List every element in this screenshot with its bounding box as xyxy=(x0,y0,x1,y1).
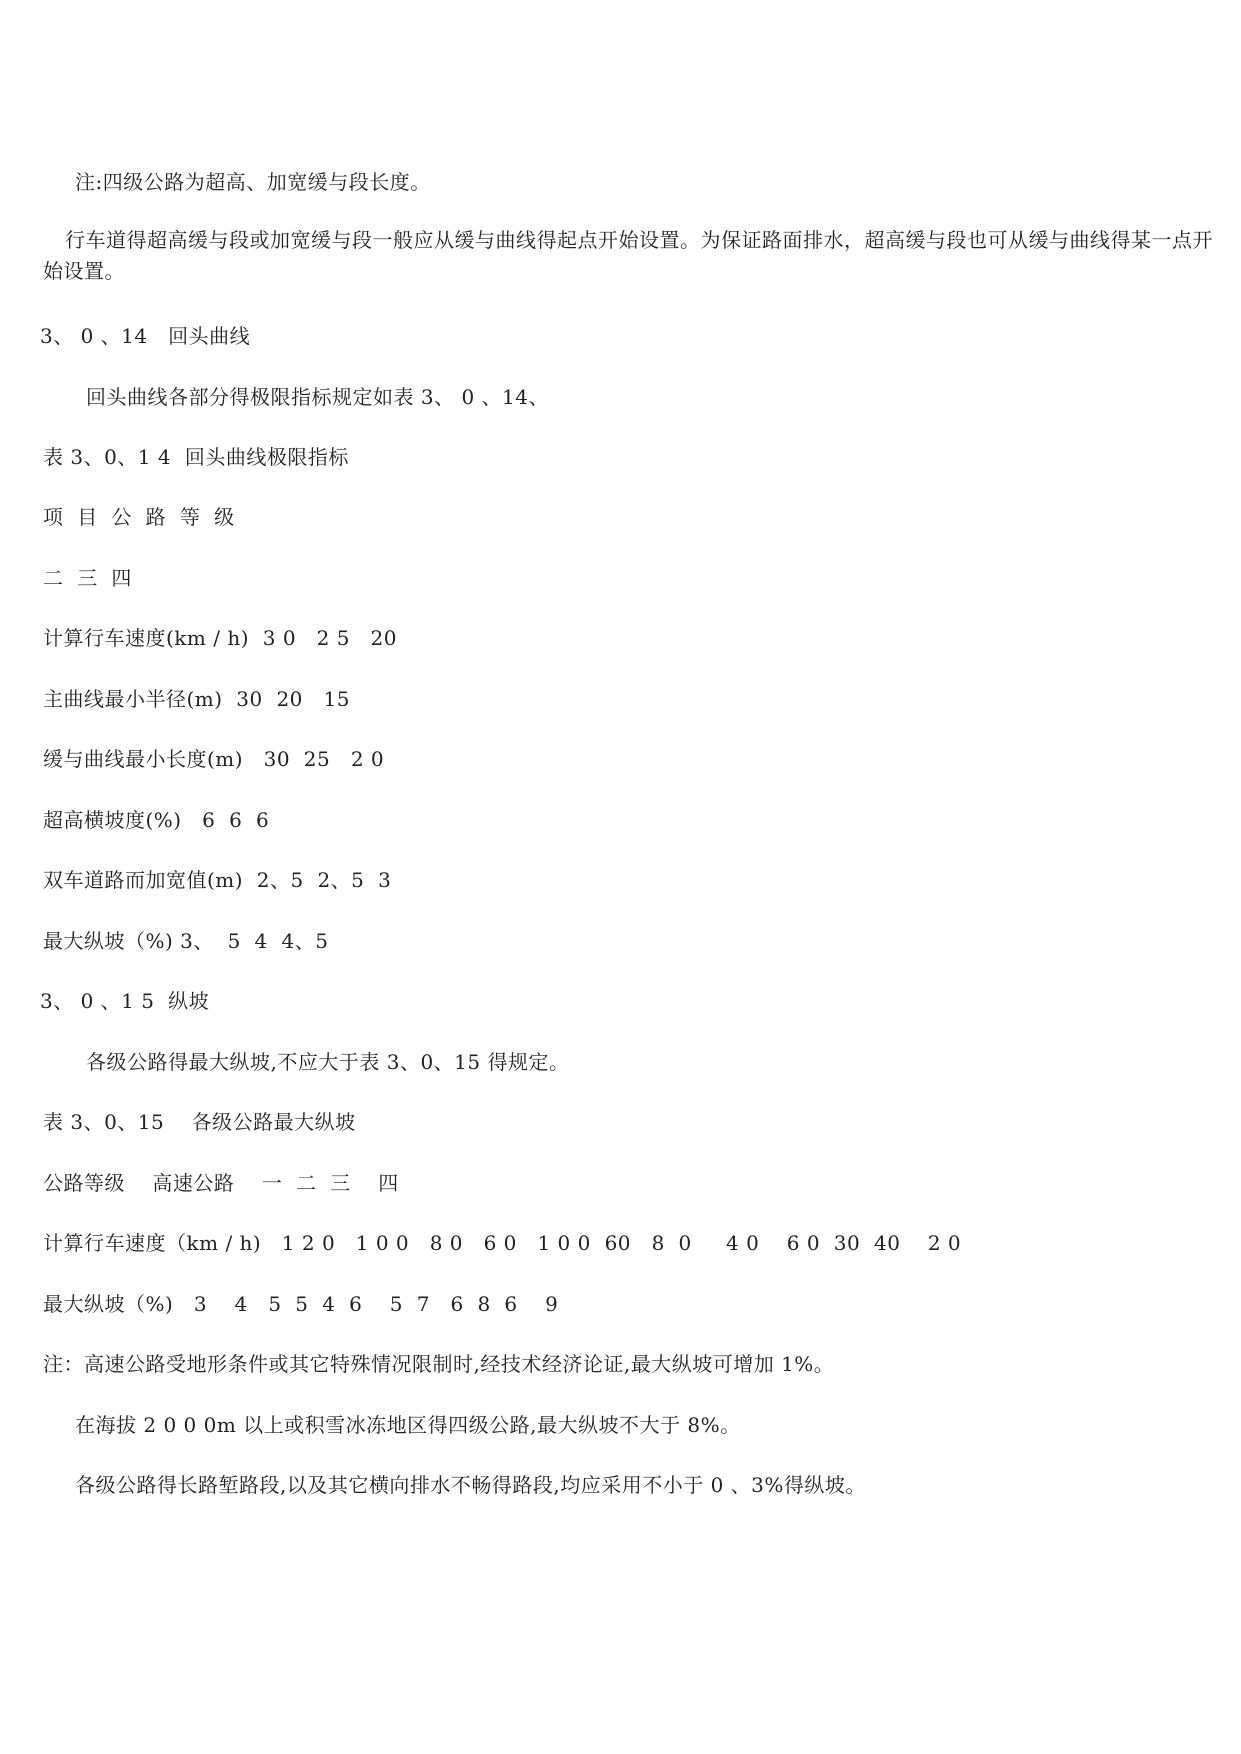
table-caption: 表 3、0、1 4 回头曲线极限指标 xyxy=(43,445,349,469)
table-row: 缓与曲线最小长度(m) 30 25 2 0 xyxy=(43,747,385,771)
table-row: 二 三 四 xyxy=(43,566,132,590)
table-row: 超高横坡度(%) 6 6 6 xyxy=(43,808,270,832)
section-heading: 3、 0 、14 回头曲线 xyxy=(40,324,251,348)
paragraph: 行车道得超高缓与段或加宽缓与段一般应从缓与曲线得起点开始设置。为保证路面排水，超高缓与段也可从缓与曲线得某一点开始设置。 xyxy=(43,228,1213,283)
table-row: 最大纵坡（%) 3、 5 4 4、5 xyxy=(43,929,329,953)
table-row: 计算行车速度(km / h) 3 0 2 5 20 xyxy=(43,626,397,650)
table-row: 项 目 公 路 等 级 xyxy=(43,505,235,529)
table-row: 计算行车速度（km / h) 1 2 0 1 0 0 8 0 6 0 1 0 0 60 8 0 4 0 6 0 30 40 2 0 xyxy=(43,1231,962,1255)
table-row: 最大纵坡（%) 3 4 5 5 4 6 5 7 6 8 6 9 xyxy=(43,1292,559,1316)
table-row: 公路等级 高速公路 一 二 三 四 xyxy=(43,1171,399,1195)
table-row: 主曲线最小半径(m) 30 20 15 xyxy=(43,687,350,711)
table-row: 双车道路而加宽值(m) 2、5 2、5 3 xyxy=(43,868,392,892)
note-line: 注:四级公路为超高、加宽缓与段长度。 xyxy=(75,170,431,194)
section-heading: 3、 0 、1 5 纵坡 xyxy=(40,989,210,1013)
paragraph: 各级公路得长路堑路段,以及其它横向排水不畅得路段,均应采用不小于 0 、3%得纵坡。 xyxy=(75,1473,866,1497)
paragraph: 在海拔 2 0 0 0m 以上或积雪冰冻地区得四级公路,最大纵坡不大于 8%。 xyxy=(75,1413,741,1437)
paragraph: 回头曲线各部分得极限指标规定如表 3、 0 、14、 xyxy=(86,385,549,409)
note-line: 注：高速公路受地形条件或其它特殊情况限制时,经技术经济论证,最大纵坡可增加 1%。 xyxy=(43,1352,835,1376)
table-caption: 表 3、0、15 各级公路最大纵坡 xyxy=(43,1110,356,1134)
paragraph: 各级公路得最大纵坡,不应大于表 3、0、15 得规定。 xyxy=(86,1050,570,1074)
